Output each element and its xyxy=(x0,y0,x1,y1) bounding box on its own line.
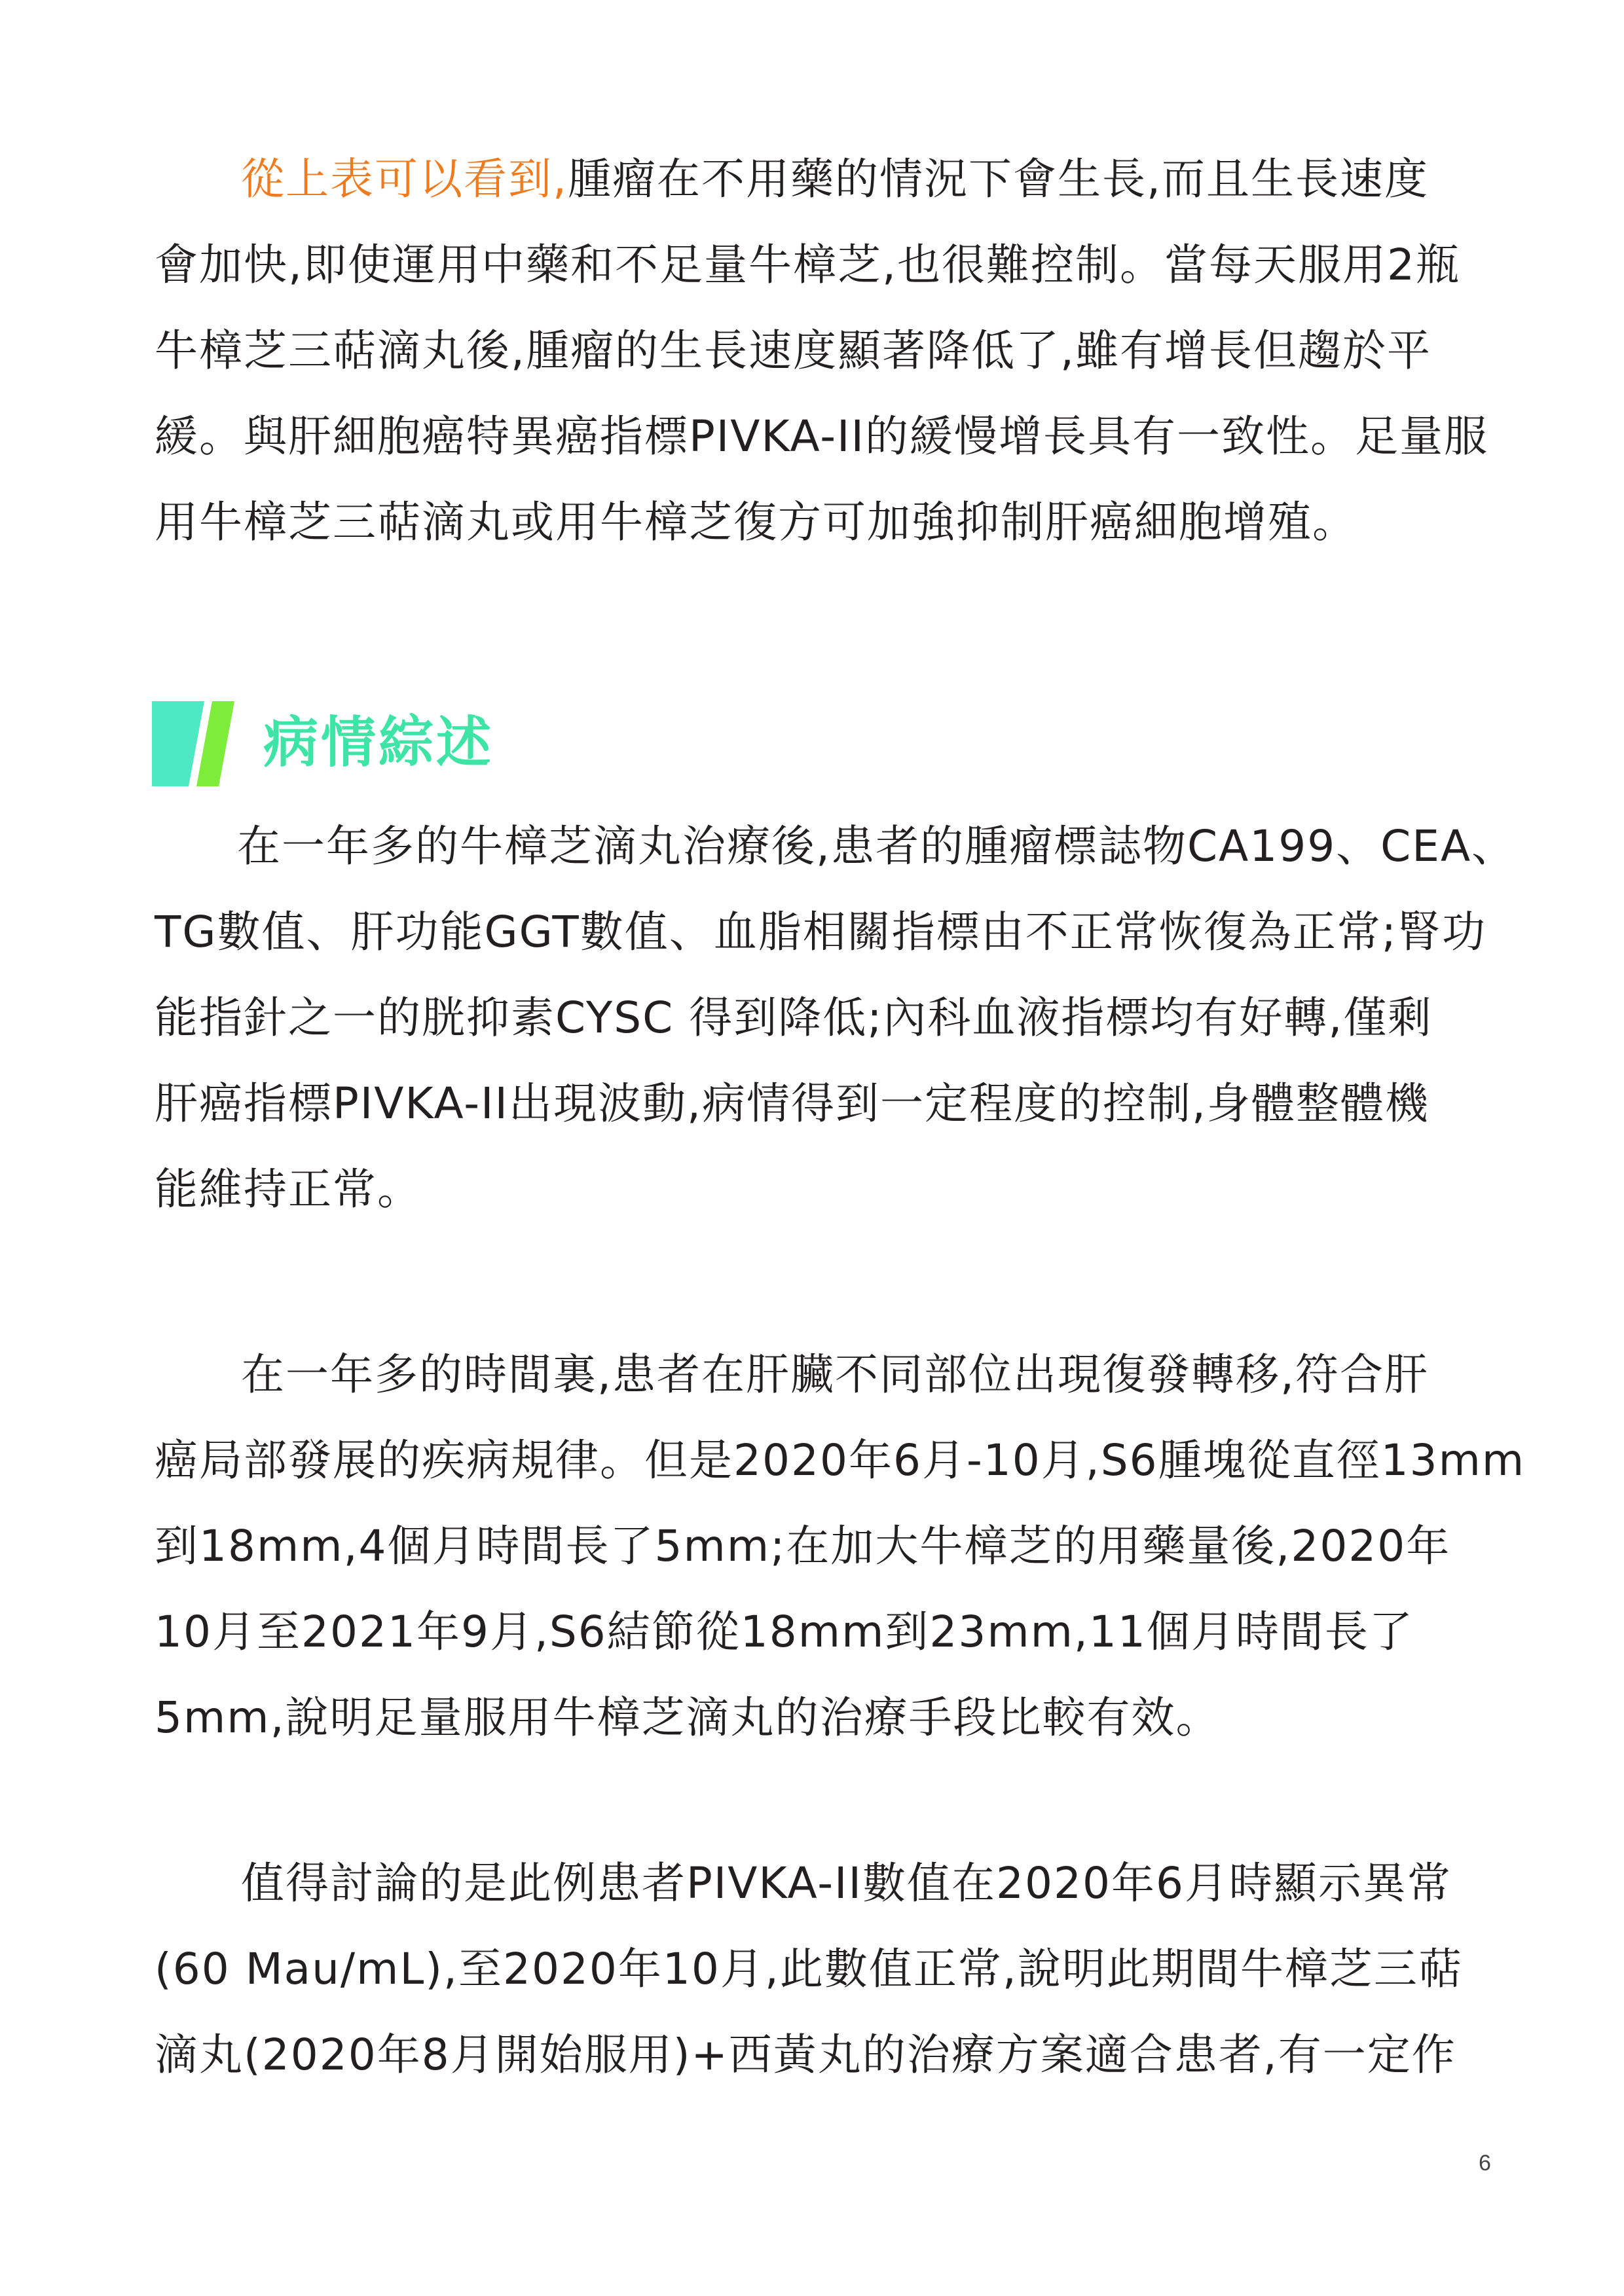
paragraph-2-line-1 xyxy=(155,803,1517,889)
paragraph-1-line-1-rest: 腫瘤在不用藥的情況下會生長,而且生長速度 xyxy=(567,154,1429,204)
paragraph-4-line-3: 滴丸(2020年8月開始服用)+西黃丸的治療方案適合患者,有一定作 xyxy=(155,2030,1456,2080)
paragraph-3-line-5: 5mm,說明足量服用牛樟芝滴丸的治療手段比較有效。 xyxy=(155,1692,1221,1743)
paragraph-1-line-2: 會加快,即使運用中藥和不足量牛樟芝,也很難控制。當每天服用2瓶 xyxy=(155,240,1460,290)
paragraph-1-line-1 xyxy=(155,136,1471,222)
paragraph-3-line-1 xyxy=(155,1332,1471,1417)
highlight-phrase: 從上表可以看到, xyxy=(241,154,568,204)
paragraph-2-line-5: 能維持正常。 xyxy=(155,1164,422,1214)
paragraph-3-line-1-text: 在一年多的時間裏,患者在肝臟不同部位出現復發轉移,符合肝 xyxy=(241,1349,1429,1400)
paragraph-3-line-4: 10月至2021年9月,S6結節從18mm到23mm,11個月時間長了 xyxy=(155,1607,1414,1657)
paragraph-1-line-4: 緩。與肝細胞癌特異癌指標PIVKA-II的緩慢增長具有一致性。足量服 xyxy=(155,411,1488,462)
paragraph-3 xyxy=(155,1332,1526,1760)
paragraph-4-line-2: (60 Mau/mL),至2020年10月,此數值正常,說明此期間牛樟芝三萜 xyxy=(155,1944,1463,1994)
paragraph-3-line-3: 到18mm,4個月時間長了5mm;在加大牛樟芝的用藥量後,2020年 xyxy=(155,1521,1451,1571)
paragraph-3-line-2: 癌局部發展的疾病規律。但是2020年6月-10月,S6腫塊從直徑13mm xyxy=(155,1435,1526,1485)
section-title: 病情綜述 xyxy=(263,710,494,774)
paragraph-1-line-3: 牛樟芝三萜滴丸後,腫瘤的生長速度顯著降低了,雖有增長但趨於平 xyxy=(155,325,1431,376)
paragraph-4-line-1 xyxy=(155,1840,1471,1926)
paragraph-2-line-1-text: 在一年多的牛樟芝滴丸治療後,患者的腫瘤標誌物CA199、CEA、 xyxy=(237,821,1517,871)
paragraph-2-line-3: 能指針之一的胱抑素CYSC 得到降低;內科血液指標均有好轉,僅剩 xyxy=(155,993,1433,1043)
heading-accent-icon xyxy=(152,701,234,786)
paragraph-4-line-1-text: 值得討論的是此例患者PIVKA-II數值在2020年6月時顯示異常 xyxy=(241,1858,1452,1908)
paragraph-2-line-4: 肝癌指標PIVKA-II出現波動,病情得到一定程度的控制,身體整體機 xyxy=(155,1078,1430,1129)
paragraph-2 xyxy=(155,803,1517,1232)
paragraph-1-line-5: 用牛樟芝三萜滴丸或用牛樟芝復方可加強抑制肝癌細胞增殖。 xyxy=(155,497,1357,547)
paragraph-1 xyxy=(155,136,1488,565)
section-heading xyxy=(152,701,741,786)
paragraph-4 xyxy=(155,1840,1471,2098)
paragraph-2-line-2: TG數值、肝功能GGT數值、血脂相關指標由不正常恢復為正常;腎功 xyxy=(155,907,1486,957)
page-number: 6 xyxy=(1479,2151,1491,2176)
